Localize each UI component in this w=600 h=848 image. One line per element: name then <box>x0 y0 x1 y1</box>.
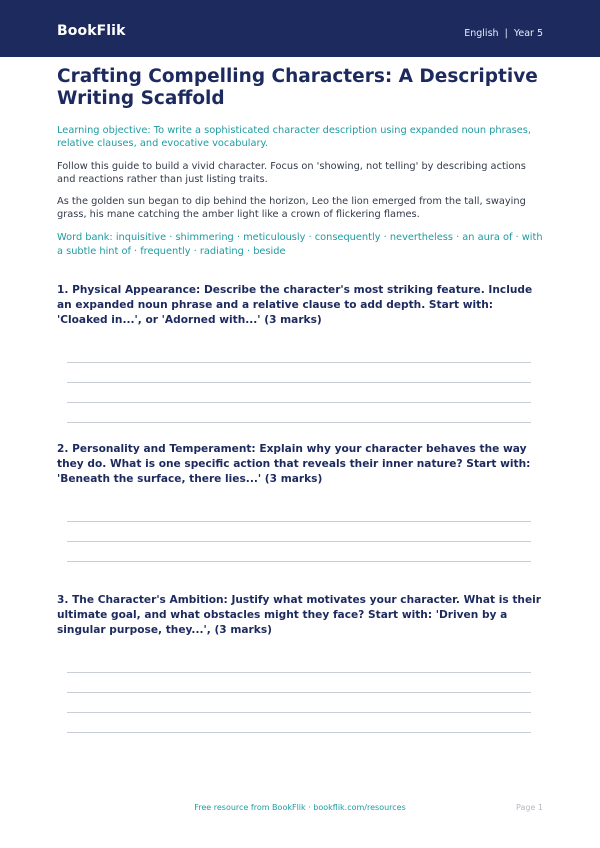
answer-line[interactable] <box>67 712 531 713</box>
answer-line[interactable] <box>67 732 531 733</box>
page-title: Crafting Compelling Characters: A Descriptive Writing Scaffold <box>57 66 538 109</box>
question-1: 1. Physical Appearance: Describe the character's most striking feature. Include an expanded noun phrase and a relative clause to add depth. Start with: 'Cloaked in...', or 'Adorned with...' (3 marks) <box>57 284 533 326</box>
word-bank: Word bank: inquisitive · shimmering · meticulously · consequently · nevertheless · an aura of · with a subtle hint of · frequently · radiating · beside <box>57 232 543 257</box>
worksheet-content <box>57 66 543 748</box>
answer-line[interactable] <box>67 672 531 673</box>
question-3: 3. The Character's Ambition: Justify what motivates your character. What is their ultimate goal, and what obstacles might they face? Start with: 'Driven by a singular purpose, they...', (3 marks) <box>57 594 542 636</box>
model-text-paragraph: As the golden sun began to dip behind the horizon, Leo the lion emerged from the tall, swaying grass, his mane catching the amber light like a crown of flickering flames. <box>57 196 526 220</box>
brand-logo-text[interactable]: BookFlik <box>57 23 126 39</box>
question-2: 2. Personality and Temperament: Explain why your character behaves the way they do. What is one specific action that reveals their inner nature? Start with: 'Beneath the surface, there lies...' (3 marks) <box>57 443 531 485</box>
answer-lines-q2 <box>57 487 543 593</box>
answer-line[interactable] <box>67 521 531 522</box>
footer-resource-link[interactable]: Free resource from BookFlik · bookflik.com/resources <box>194 803 406 812</box>
answer-line[interactable] <box>67 541 531 542</box>
answer-line[interactable] <box>67 422 531 423</box>
answer-lines-q1 <box>57 328 543 442</box>
subject-year-label: English | Year 5 <box>464 28 543 39</box>
learning-objective: Learning objective: To write a sophisticated character description using expanded noun phrases, relative clauses, and evocative vocabulary. <box>57 125 531 149</box>
answer-line[interactable] <box>67 362 531 363</box>
answer-lines-q3 <box>57 638 543 748</box>
intro-paragraph: Follow this guide to build a vivid character. Focus on 'showing, not telling' by describing actions and reactions rather than just listing traits. <box>57 161 526 185</box>
answer-line[interactable] <box>67 561 531 562</box>
page-number: Page 1 <box>516 803 543 812</box>
header-bar <box>0 0 600 57</box>
answer-line[interactable] <box>67 382 531 383</box>
answer-line[interactable] <box>67 692 531 693</box>
answer-line[interactable] <box>67 402 531 403</box>
